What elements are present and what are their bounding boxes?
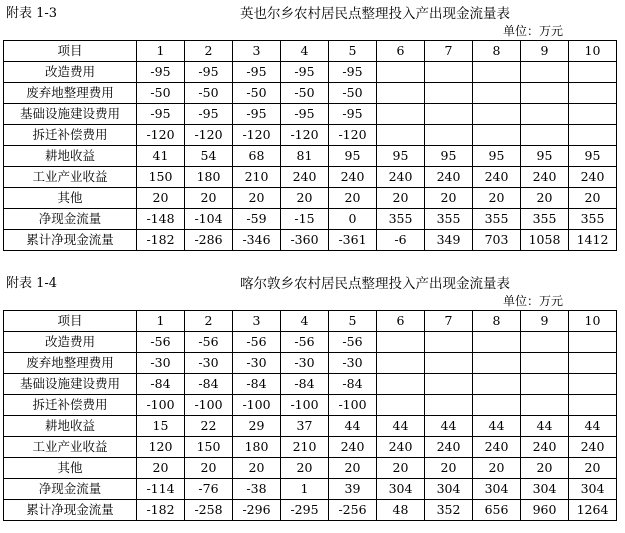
table-row xyxy=(4,230,617,251)
value-cell: 81 xyxy=(281,146,329,167)
value-cell: -56 xyxy=(281,332,329,353)
value-cell: -56 xyxy=(233,332,281,353)
row-label-cell: 耕地收益 xyxy=(4,416,137,437)
value-cell xyxy=(521,62,569,83)
value-cell xyxy=(377,62,425,83)
value-cell: 20 xyxy=(473,188,521,209)
table-block-1-3 xyxy=(0,0,625,247)
header-cell-item: 项目 xyxy=(4,41,137,62)
value-cell: -84 xyxy=(329,374,377,395)
unit-row xyxy=(0,292,625,310)
cashflow-table xyxy=(3,310,617,521)
value-cell xyxy=(377,83,425,104)
value-cell xyxy=(425,125,473,146)
value-cell: 20 xyxy=(425,458,473,479)
value-cell: -100 xyxy=(137,395,185,416)
row-label-cell: 累计净现金流量 xyxy=(4,230,137,251)
value-cell: -6 xyxy=(377,230,425,251)
value-cell: 240 xyxy=(281,167,329,188)
header-cell-year: 7 xyxy=(425,311,473,332)
value-cell xyxy=(377,332,425,353)
value-cell: 240 xyxy=(329,437,377,458)
header-cell-year: 5 xyxy=(329,311,377,332)
value-cell: 20 xyxy=(329,458,377,479)
row-label-cell: 废弃地整理费用 xyxy=(4,83,137,104)
value-cell: 120 xyxy=(137,437,185,458)
value-cell xyxy=(425,374,473,395)
value-cell: 703 xyxy=(473,230,521,251)
value-cell xyxy=(473,374,521,395)
value-cell: 180 xyxy=(185,167,233,188)
value-cell: 304 xyxy=(377,479,425,500)
table-row xyxy=(4,479,617,500)
value-cell: 1058 xyxy=(521,230,569,251)
value-cell: 20 xyxy=(569,188,617,209)
value-cell xyxy=(473,395,521,416)
row-label-cell: 净现金流量 xyxy=(4,209,137,230)
header-cell-year: 4 xyxy=(281,311,329,332)
value-cell: 39 xyxy=(329,479,377,500)
row-label-cell: 其他 xyxy=(4,188,137,209)
value-cell: 20 xyxy=(137,188,185,209)
value-cell: 44 xyxy=(473,416,521,437)
row-label-cell: 工业产业收益 xyxy=(4,437,137,458)
table-row xyxy=(4,125,617,146)
table-row xyxy=(4,458,617,479)
row-label-cell: 累计净现金流量 xyxy=(4,500,137,521)
header-cell-year: 3 xyxy=(233,41,281,62)
value-cell: 240 xyxy=(521,437,569,458)
value-cell: -114 xyxy=(137,479,185,500)
value-cell: 20 xyxy=(233,188,281,209)
row-label-cell: 改造费用 xyxy=(4,332,137,353)
value-cell: 41 xyxy=(137,146,185,167)
value-cell: 150 xyxy=(185,437,233,458)
value-cell: -95 xyxy=(185,104,233,125)
header-cell-year: 6 xyxy=(377,311,425,332)
value-cell: -95 xyxy=(233,104,281,125)
value-cell: 304 xyxy=(473,479,521,500)
value-cell: 20 xyxy=(281,188,329,209)
value-cell xyxy=(521,83,569,104)
value-cell xyxy=(473,83,521,104)
value-cell: 355 xyxy=(521,209,569,230)
unit-label: 单位：万元 xyxy=(502,294,563,308)
value-cell: 304 xyxy=(521,479,569,500)
table-row xyxy=(4,353,617,374)
value-cell xyxy=(569,125,617,146)
value-cell: -104 xyxy=(185,209,233,230)
value-cell: -148 xyxy=(137,209,185,230)
value-cell: -38 xyxy=(233,479,281,500)
header-cell-year: 5 xyxy=(329,41,377,62)
value-cell: -30 xyxy=(281,353,329,374)
value-cell xyxy=(521,374,569,395)
value-cell: -95 xyxy=(281,62,329,83)
table-row xyxy=(4,395,617,416)
value-cell: -50 xyxy=(233,83,281,104)
value-cell: -84 xyxy=(137,374,185,395)
value-cell xyxy=(473,104,521,125)
value-cell: 240 xyxy=(425,437,473,458)
value-cell: -100 xyxy=(281,395,329,416)
table-row xyxy=(4,500,617,521)
value-cell: 22 xyxy=(185,416,233,437)
value-cell: 15 xyxy=(137,416,185,437)
table-row xyxy=(4,437,617,458)
value-cell xyxy=(425,62,473,83)
header-cell-year: 1 xyxy=(137,41,185,62)
value-cell xyxy=(569,353,617,374)
value-cell xyxy=(473,62,521,83)
value-cell xyxy=(473,332,521,353)
value-cell: -120 xyxy=(137,125,185,146)
value-cell: -295 xyxy=(281,500,329,521)
value-cell xyxy=(377,395,425,416)
table-block-1-4 xyxy=(0,270,625,517)
value-cell: -120 xyxy=(185,125,233,146)
value-cell: 150 xyxy=(137,167,185,188)
value-cell: 240 xyxy=(473,437,521,458)
table-row xyxy=(4,62,617,83)
value-cell: -56 xyxy=(137,332,185,353)
header-cell-year: 4 xyxy=(281,41,329,62)
header-cell-year: 2 xyxy=(185,311,233,332)
value-cell: 95 xyxy=(425,146,473,167)
value-cell: -50 xyxy=(137,83,185,104)
value-cell: 95 xyxy=(473,146,521,167)
header-cell-item: 项目 xyxy=(4,311,137,332)
value-cell: 68 xyxy=(233,146,281,167)
value-cell: 20 xyxy=(329,188,377,209)
value-cell: -361 xyxy=(329,230,377,251)
value-cell: -50 xyxy=(281,83,329,104)
value-cell: 20 xyxy=(521,458,569,479)
value-cell: 44 xyxy=(521,416,569,437)
cashflow-table xyxy=(3,40,617,251)
value-cell: -95 xyxy=(281,104,329,125)
value-cell: -30 xyxy=(233,353,281,374)
value-cell: -100 xyxy=(329,395,377,416)
value-cell: 352 xyxy=(425,500,473,521)
value-cell xyxy=(521,104,569,125)
table-row xyxy=(4,416,617,437)
row-label-cell: 耕地收益 xyxy=(4,146,137,167)
value-cell: -258 xyxy=(185,500,233,521)
value-cell: 44 xyxy=(569,416,617,437)
value-cell xyxy=(425,332,473,353)
table-row xyxy=(4,104,617,125)
value-cell xyxy=(569,332,617,353)
header-cell-year: 9 xyxy=(521,41,569,62)
value-cell: 44 xyxy=(377,416,425,437)
value-cell: 355 xyxy=(569,209,617,230)
value-cell: 95 xyxy=(521,146,569,167)
value-cell xyxy=(425,353,473,374)
header-cell-year: 3 xyxy=(233,311,281,332)
table-title: 喀尔敦乡农村居民点整理投入产出现金流量表 xyxy=(240,276,510,292)
row-label-cell: 工业产业收益 xyxy=(4,167,137,188)
value-cell: -95 xyxy=(329,62,377,83)
value-cell: 240 xyxy=(569,437,617,458)
value-cell: 240 xyxy=(521,167,569,188)
value-cell: -182 xyxy=(137,500,185,521)
value-cell: -56 xyxy=(185,332,233,353)
row-label-cell: 废弃地整理费用 xyxy=(4,353,137,374)
value-cell: 355 xyxy=(473,209,521,230)
value-cell xyxy=(377,353,425,374)
header-cell-year: 10 xyxy=(569,41,617,62)
value-cell: -56 xyxy=(329,332,377,353)
value-cell: 180 xyxy=(233,437,281,458)
value-cell: -100 xyxy=(233,395,281,416)
value-cell: -76 xyxy=(185,479,233,500)
header-cell-year: 8 xyxy=(473,311,521,332)
value-cell: 304 xyxy=(569,479,617,500)
value-cell xyxy=(569,104,617,125)
table-ref: 附表 1-3 xyxy=(6,6,58,21)
value-cell: -30 xyxy=(185,353,233,374)
value-cell: 95 xyxy=(569,146,617,167)
value-cell xyxy=(377,125,425,146)
value-cell xyxy=(473,125,521,146)
unit-row xyxy=(0,22,625,40)
value-cell: 20 xyxy=(377,188,425,209)
row-label-cell: 改造费用 xyxy=(4,62,137,83)
value-cell: 54 xyxy=(185,146,233,167)
value-cell: -120 xyxy=(233,125,281,146)
value-cell: -120 xyxy=(329,125,377,146)
header-cell-year: 6 xyxy=(377,41,425,62)
header-cell-year: 1 xyxy=(137,311,185,332)
value-cell xyxy=(377,104,425,125)
value-cell: 240 xyxy=(377,437,425,458)
value-cell: 960 xyxy=(521,500,569,521)
value-cell: -30 xyxy=(137,353,185,374)
row-label-cell: 基础设施建设费用 xyxy=(4,374,137,395)
value-cell: -286 xyxy=(185,230,233,251)
row-label-cell: 净现金流量 xyxy=(4,479,137,500)
value-cell xyxy=(521,395,569,416)
table-row xyxy=(4,167,617,188)
value-cell: 48 xyxy=(377,500,425,521)
value-cell: -346 xyxy=(233,230,281,251)
value-cell: 0 xyxy=(329,209,377,230)
value-cell: 20 xyxy=(473,458,521,479)
value-cell: 20 xyxy=(233,458,281,479)
value-cell: 210 xyxy=(233,167,281,188)
value-cell: -95 xyxy=(185,62,233,83)
header-cell-year: 7 xyxy=(425,41,473,62)
value-cell: 20 xyxy=(377,458,425,479)
header-row xyxy=(4,41,617,62)
value-cell: -95 xyxy=(329,104,377,125)
value-cell: -50 xyxy=(185,83,233,104)
value-cell: 240 xyxy=(377,167,425,188)
value-cell: 240 xyxy=(473,167,521,188)
table-row xyxy=(4,209,617,230)
value-cell xyxy=(521,125,569,146)
value-cell: 1264 xyxy=(569,500,617,521)
value-cell: 20 xyxy=(281,458,329,479)
table-row xyxy=(4,374,617,395)
header-cell-year: 2 xyxy=(185,41,233,62)
value-cell: -95 xyxy=(137,62,185,83)
value-cell xyxy=(521,332,569,353)
value-cell: 240 xyxy=(329,167,377,188)
value-cell: -84 xyxy=(233,374,281,395)
value-cell xyxy=(425,395,473,416)
value-cell: -100 xyxy=(185,395,233,416)
value-cell: 20 xyxy=(425,188,473,209)
value-cell: -256 xyxy=(329,500,377,521)
value-cell: 20 xyxy=(185,188,233,209)
value-cell: 29 xyxy=(233,416,281,437)
header-row xyxy=(4,311,617,332)
value-cell: 20 xyxy=(569,458,617,479)
value-cell xyxy=(569,374,617,395)
value-cell xyxy=(569,83,617,104)
value-cell: -84 xyxy=(185,374,233,395)
value-cell: 95 xyxy=(377,146,425,167)
value-cell xyxy=(521,353,569,374)
table-heading xyxy=(0,270,625,292)
value-cell: -59 xyxy=(233,209,281,230)
value-cell: 240 xyxy=(569,167,617,188)
unit-label: 单位：万元 xyxy=(502,24,563,38)
value-cell: 1 xyxy=(281,479,329,500)
value-cell xyxy=(425,83,473,104)
value-cell: 1412 xyxy=(569,230,617,251)
value-cell: -120 xyxy=(281,125,329,146)
value-cell: 37 xyxy=(281,416,329,437)
value-cell: -182 xyxy=(137,230,185,251)
value-cell: 240 xyxy=(425,167,473,188)
value-cell: 20 xyxy=(185,458,233,479)
value-cell xyxy=(377,374,425,395)
value-cell: 210 xyxy=(281,437,329,458)
table-ref: 附表 1-4 xyxy=(6,276,58,291)
value-cell: -50 xyxy=(329,83,377,104)
value-cell: 20 xyxy=(521,188,569,209)
value-cell: -360 xyxy=(281,230,329,251)
table-heading xyxy=(0,0,625,22)
value-cell xyxy=(425,104,473,125)
value-cell xyxy=(569,62,617,83)
value-cell: 656 xyxy=(473,500,521,521)
table-row xyxy=(4,146,617,167)
value-cell: 304 xyxy=(425,479,473,500)
table-title: 英也尔乡农村居民点整理投入产出现金流量表 xyxy=(240,6,510,22)
value-cell xyxy=(473,353,521,374)
value-cell: 355 xyxy=(377,209,425,230)
header-cell-year: 8 xyxy=(473,41,521,62)
value-cell: -84 xyxy=(281,374,329,395)
table-row xyxy=(4,188,617,209)
row-label-cell: 拆迁补偿费用 xyxy=(4,395,137,416)
row-label-cell: 拆迁补偿费用 xyxy=(4,125,137,146)
value-cell: -95 xyxy=(137,104,185,125)
value-cell: 20 xyxy=(137,458,185,479)
value-cell: -15 xyxy=(281,209,329,230)
row-label-cell: 其他 xyxy=(4,458,137,479)
value-cell: 355 xyxy=(425,209,473,230)
value-cell: 349 xyxy=(425,230,473,251)
table-row xyxy=(4,332,617,353)
table-row xyxy=(4,83,617,104)
row-label-cell: 基础设施建设费用 xyxy=(4,104,137,125)
value-cell: -30 xyxy=(329,353,377,374)
header-cell-year: 10 xyxy=(569,311,617,332)
value-cell: -95 xyxy=(233,62,281,83)
value-cell xyxy=(569,395,617,416)
header-cell-year: 9 xyxy=(521,311,569,332)
value-cell: 44 xyxy=(329,416,377,437)
value-cell: 95 xyxy=(329,146,377,167)
value-cell: 44 xyxy=(425,416,473,437)
value-cell: -296 xyxy=(233,500,281,521)
